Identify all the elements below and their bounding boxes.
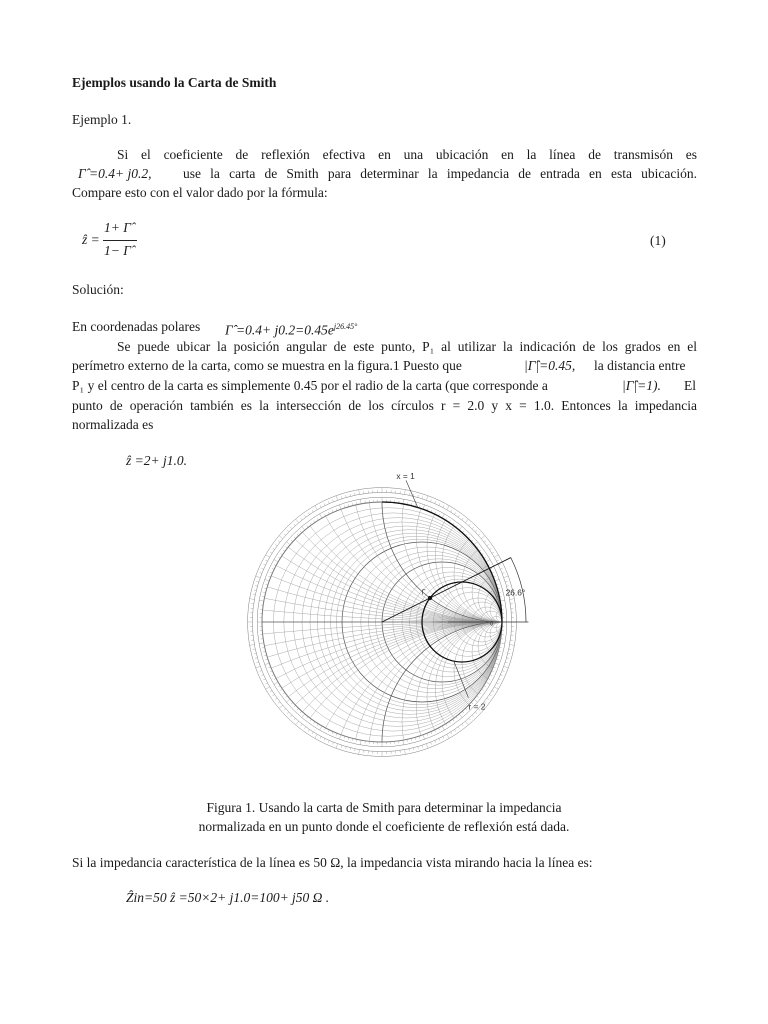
- scale-tick: [469, 718, 471, 720]
- scale-tick: [259, 600, 264, 601]
- scale-tick: [456, 717, 457, 719]
- scale-tick: [484, 686, 486, 687]
- scale-tick: [286, 542, 290, 545]
- scale-tick: [435, 501, 436, 503]
- scale-tick: [502, 671, 504, 672]
- scale-tick: [478, 534, 480, 536]
- scale-tick: [360, 499, 361, 504]
- scale-tick: [350, 748, 351, 750]
- scale-tick: [274, 565, 276, 566]
- scale-tick: [265, 683, 267, 684]
- scale-tick: [502, 573, 504, 574]
- scale-tick: [278, 686, 280, 687]
- scale-tick: [423, 505, 425, 510]
- scale-tick: [265, 663, 270, 665]
- scale-tick: [304, 727, 305, 729]
- reactance-arc: [427, 472, 532, 622]
- paragraph-2-line-3a: P₁ y el centro de la carta es simplemente 0.45 por el radio de la carta (que corresponde a: [72, 378, 548, 393]
- scale-tick: [260, 671, 262, 672]
- polar-expression: [225, 318, 357, 340]
- scale-tick: [484, 541, 486, 542]
- reactance-arc: [427, 622, 532, 772]
- scale-tick: [278, 541, 280, 542]
- scale-tick: [487, 698, 489, 699]
- scale-tick: [426, 744, 428, 749]
- scale-tick: [475, 530, 477, 532]
- scale-tick: [496, 560, 498, 561]
- scale-tick: [508, 653, 510, 654]
- scale-tick: [492, 671, 494, 672]
- scale-tick: [359, 750, 360, 755]
- formula-lhs: ẑ =: [82, 232, 100, 247]
- scale-tick: [324, 738, 325, 740]
- scale-tick: [314, 721, 315, 723]
- scale-tick: [256, 662, 258, 663]
- formula-number: (1): [650, 233, 666, 248]
- scale-tick: [307, 717, 308, 719]
- scale-tick: [462, 724, 463, 726]
- scale-tick: [492, 552, 494, 553]
- scale-tick: [435, 740, 436, 742]
- scale-tick: [324, 503, 325, 505]
- scale-tick: [465, 721, 468, 725]
- scale-tick: [403, 499, 404, 504]
- scale-tick: [279, 536, 283, 539]
- scale-tick: [446, 724, 447, 726]
- scale-tick: [474, 542, 478, 545]
- scale-tick: [261, 675, 263, 676]
- scale-tick: [500, 568, 502, 569]
- figure-caption-line-1: Figura 1. Usando la carta de Smith para determinar la impedancia: [206, 800, 562, 815]
- scale-tick: [291, 540, 293, 542]
- scale-tick: [498, 679, 500, 680]
- scale-tick: [447, 506, 449, 510]
- scale-tick: [500, 643, 505, 644]
- gamma-expression: Γ̂ =0.4+ j0.2,: [78, 166, 152, 181]
- scale-tick: [507, 658, 509, 659]
- scale-tick: [500, 600, 505, 601]
- scale-tick: [294, 537, 296, 539]
- point-p1: [428, 596, 432, 600]
- scale-tick: [341, 496, 342, 498]
- x-label: [396, 472, 415, 481]
- scale-tick: [320, 514, 322, 518]
- scale-tick: [273, 694, 275, 695]
- scale-tick: [495, 663, 500, 665]
- fraction-bar: [103, 240, 137, 241]
- scale-tick: [256, 666, 261, 668]
- scale-tick: [481, 536, 485, 539]
- scale-tick: [279, 705, 283, 708]
- scale-tick: [297, 534, 299, 536]
- scale-tick: [260, 573, 262, 574]
- scale-tick: [447, 734, 449, 738]
- scale-tick: [341, 745, 342, 747]
- paragraph-1-line-3: Compare esto con el valor dado por la fórmula:: [72, 185, 328, 200]
- scale-tick: [320, 726, 322, 730]
- scale-tick: [270, 572, 272, 573]
- scale-tick: [462, 711, 464, 713]
- paragraph-3: Si la impedancia característica de la línea es 50 Ω, la impedancia vista mirando hacia la línea es:: [72, 855, 593, 870]
- scale-tick: [490, 675, 492, 676]
- paragraph-1-line-2: use la carta de Smith para determinar la impedancia de entrada en esta ubicación.: [183, 166, 697, 181]
- scale-tick: [284, 534, 286, 536]
- scale-tick: [286, 696, 288, 697]
- scale-tick: [453, 719, 454, 721]
- scale-tick: [328, 501, 329, 503]
- scale-tick: [510, 645, 515, 646]
- x-label-leader: [406, 480, 418, 508]
- scale-tick: [360, 740, 361, 745]
- scale-tick: [403, 740, 404, 745]
- scale-tick: [431, 732, 432, 734]
- example-label: Ejemplo 1.: [72, 112, 132, 127]
- paragraph-2-line-1: Se puede ubicar la posición angular de este punto, P₁ al utilizar la indicación de los grados en el: [117, 339, 697, 354]
- scale-tick: [278, 702, 280, 703]
- scale-tick: [413, 748, 414, 750]
- scale-tick: [328, 730, 329, 732]
- scale-tick: [486, 560, 490, 562]
- scale-tick: [328, 740, 329, 742]
- reactance-arc: [462, 542, 532, 622]
- scale-tick: [300, 711, 302, 713]
- reactance-arc: [262, 622, 532, 772]
- paragraph-2-line-3b: El: [684, 378, 696, 393]
- scale-tick: [320, 736, 321, 738]
- scale-tick: [302, 714, 305, 718]
- scale-tick: [320, 505, 321, 507]
- scale-tick: [314, 521, 315, 523]
- scale-tick: [494, 555, 498, 557]
- scale-tick: [308, 513, 309, 515]
- scale-tick: [270, 552, 272, 553]
- zin-expression: Ẑin=50 ẑ =50×2+ j1.0=100+ j50 Ω .: [126, 890, 330, 905]
- scale-tick: [505, 662, 507, 663]
- scale-tick: [256, 581, 258, 582]
- z-result: ẑ =2+ j1.0.: [126, 453, 187, 468]
- scale-tick: [286, 547, 288, 548]
- scale-tick: [359, 490, 360, 495]
- scale-tick: [297, 708, 299, 710]
- scale-tick: [294, 524, 296, 526]
- scale-tick: [465, 708, 467, 710]
- scale-tick: [300, 531, 302, 533]
- scale-tick: [498, 564, 500, 565]
- scale-tick: [435, 730, 436, 732]
- scale-tick: [274, 678, 276, 679]
- scale-tick: [431, 742, 432, 744]
- scale-tick: [287, 712, 289, 714]
- scale-tick: [310, 523, 311, 525]
- scale-tick: [265, 579, 270, 581]
- polar-exponent: j26.45°: [333, 322, 358, 331]
- scale-tick: [472, 715, 474, 717]
- paragraph-2-line-5: normalizada es: [72, 417, 154, 432]
- scale-tick: [254, 653, 256, 654]
- scale-tick: [259, 643, 264, 644]
- scale-tick: [291, 702, 293, 704]
- smith-chart: [232, 472, 532, 772]
- scale-tick: [418, 495, 419, 497]
- scale-tick: [494, 687, 498, 689]
- point-label: [422, 587, 426, 596]
- scale-tick: [333, 742, 334, 744]
- scale-tick: [284, 709, 286, 711]
- scale-tick: [275, 544, 277, 545]
- scale-tick: [504, 576, 509, 578]
- scale-tick: [290, 715, 292, 717]
- figure-caption-line-2: normalizada en un punto donde el coeficiente de reflexión está dada.: [198, 819, 570, 834]
- polar-prefix: En coordenadas polares: [72, 319, 201, 334]
- scale-tick: [332, 510, 333, 512]
- scale-tick: [488, 678, 490, 679]
- polar-expression-base: Γ̂ =0.4+ j0.2=0.45e: [225, 322, 334, 338]
- scale-tick: [274, 560, 278, 562]
- scale-tick: [317, 518, 318, 520]
- scale-tick: [442, 726, 444, 730]
- scale-tick: [278, 557, 280, 558]
- scale-tick: [438, 728, 439, 730]
- scale-tick: [504, 666, 509, 668]
- scale-tick: [273, 548, 275, 549]
- scale-tick: [250, 599, 255, 600]
- scale-tick: [489, 694, 491, 695]
- scale-tick: [315, 506, 317, 510]
- reactance-arc: [262, 472, 532, 622]
- scale-tick: [286, 699, 290, 702]
- scale-tick: [315, 734, 317, 738]
- scale-tick: [307, 526, 308, 528]
- scale-tick: [462, 518, 463, 520]
- scale-tick: [336, 744, 338, 749]
- scale-tick: [308, 729, 309, 731]
- scale-tick: [275, 698, 277, 699]
- scale-tick: [296, 519, 299, 523]
- page-title: Ejemplos usando la Carta de Smith: [72, 75, 277, 90]
- abs-gamma-2: |Γ̂|=1).: [622, 378, 661, 393]
- scale-tick: [270, 691, 272, 692]
- scale-tick: [254, 590, 256, 591]
- scale-tick: [302, 526, 305, 530]
- scale-tick: [294, 718, 296, 720]
- paragraph-2-line-4: punto de operación también es la intersección de los círculos r = 2.0 y x = 1.0. Entonces la impedancia: [72, 398, 697, 413]
- scale-tick: [459, 714, 462, 718]
- scale-tick: [486, 682, 490, 684]
- scale-tick: [265, 560, 267, 561]
- scale-tick: [500, 675, 502, 676]
- scale-tick: [339, 735, 341, 740]
- scale-tick: [454, 513, 455, 515]
- scale-tick: [431, 500, 432, 502]
- scale-tick: [332, 732, 333, 734]
- scale-tick: [339, 505, 341, 510]
- scale-tick: [423, 735, 425, 740]
- scale-tick: [266, 687, 270, 689]
- scale-tick: [479, 693, 481, 694]
- scale-tick: [283, 550, 285, 551]
- scale-tick: [336, 496, 338, 501]
- scale-tick: [465, 519, 468, 523]
- scale-tick: [274, 682, 278, 684]
- scale-tick: [443, 736, 444, 738]
- scale-tick: [451, 510, 452, 512]
- scale-tick: [296, 721, 299, 725]
- scale-tick: [333, 500, 334, 502]
- r-label: [468, 702, 485, 712]
- formula-denominator: 1− Γ̂: [104, 243, 131, 258]
- scale-tick: [443, 505, 444, 507]
- scale-tick: [301, 518, 302, 520]
- scale-tick: [418, 747, 419, 749]
- scale-tick: [510, 599, 515, 600]
- scale-tick: [451, 732, 452, 734]
- scale-tick: [312, 732, 313, 734]
- scale-tick: [442, 514, 444, 518]
- scale-tick: [454, 729, 455, 731]
- scale-tick: [475, 712, 477, 714]
- scale-tick: [496, 683, 498, 684]
- scale-tick: [255, 658, 257, 659]
- scale-tick: [255, 586, 257, 587]
- scale-tick: [459, 526, 462, 530]
- scale-tick: [266, 555, 270, 557]
- scale-tick: [469, 524, 471, 526]
- scale-tick: [317, 724, 318, 726]
- scale-tick: [281, 554, 283, 555]
- scale-tick: [439, 503, 440, 505]
- scale-tick: [256, 576, 261, 578]
- scale-tick: [261, 568, 263, 569]
- scale-tick: [492, 691, 494, 692]
- scale-tick: [439, 738, 440, 740]
- scale-tick: [422, 745, 423, 747]
- paragraph-1-line-1: Si el coeficiente de reflexión efectiva en una ubicación en la línea de transmisón es: [117, 147, 697, 162]
- paragraph-2-line-2a: perímetro externo de la carta, como se muestra en la figura.1 Puesto que: [72, 358, 462, 373]
- scale-tick: [310, 719, 311, 721]
- center-mark-label: [490, 622, 494, 628]
- formula-numerator: 1+ Γ̂: [104, 220, 131, 235]
- scale-tick: [405, 750, 406, 755]
- scale-tick: [346, 747, 347, 749]
- scale-tick: [294, 705, 296, 707]
- scale-tick: [472, 527, 474, 529]
- abs-gamma-1: |Γ̂|=0.45,: [524, 358, 576, 373]
- scale-tick: [312, 510, 313, 512]
- scale-tick: [495, 579, 500, 581]
- scale-tick: [281, 689, 283, 690]
- scale-tick: [290, 527, 292, 529]
- scale-tick: [449, 721, 450, 723]
- scale-tick: [458, 727, 459, 729]
- scale-tick: [301, 724, 302, 726]
- scale-tick: [263, 564, 265, 565]
- scale-tick: [422, 496, 423, 498]
- scale-tick: [263, 679, 265, 680]
- scale-tick: [487, 544, 489, 545]
- scale-tick: [272, 675, 274, 676]
- scale-tick: [426, 496, 428, 501]
- scale-tick: [272, 568, 274, 569]
- scale-tick: [287, 530, 289, 532]
- scale-tick: [283, 693, 285, 694]
- reactance-arc: [462, 622, 532, 702]
- scale-tick: [325, 728, 326, 730]
- scale-tick: [481, 689, 483, 690]
- scale-tick: [328, 512, 329, 514]
- scale-tick: [270, 671, 272, 672]
- scale-tick: [477, 696, 479, 697]
- scale-tick: [413, 494, 414, 496]
- scale-tick: [458, 515, 459, 517]
- scale-tick: [350, 494, 351, 496]
- scale-tick: [405, 490, 406, 495]
- paragraph-2-line-2b: la distancia entre: [594, 358, 686, 373]
- scale-tick: [325, 514, 326, 516]
- scale-tick: [489, 548, 491, 549]
- scale-tick: [250, 645, 255, 646]
- scale-tick: [505, 581, 507, 582]
- solution-label: Solución:: [72, 282, 124, 297]
- chart-overlay: [382, 472, 528, 712]
- angle-label: [506, 588, 526, 598]
- scale-tick: [304, 515, 305, 517]
- scale-tick: [346, 495, 347, 497]
